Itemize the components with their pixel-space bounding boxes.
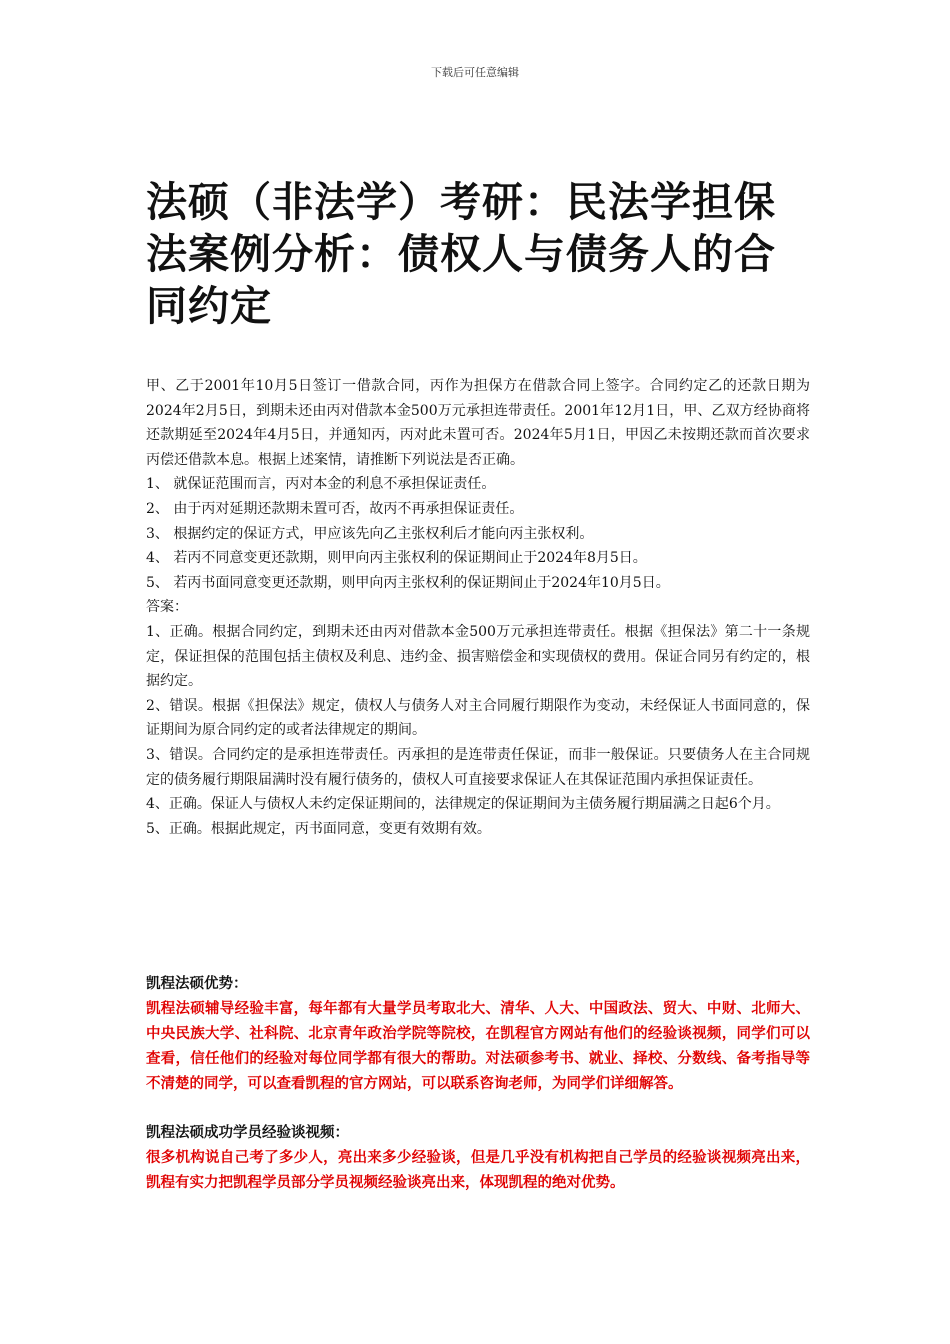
statement-4: 4、 若丙不同意变更还款期，则甲向丙主张权利的保证期间止于2024年8月5日。 [146, 550, 647, 567]
statement-2: 2、 由于丙对延期还款期未置可否，故丙不再承担保证责任。 [146, 500, 524, 517]
answer-2: 2、错误。根据《担保法》规定，债权人与债务人对主合同履行期限作为变动，未经保证人书面同意的，保证期间为原合同约定的或者法律规定的期间。 [146, 697, 810, 739]
answer-5: 5、正确。根据此规定，丙书面同意，变更有效期有效。 [146, 820, 491, 837]
page-header: 下载后可任意编辑 [431, 66, 519, 79]
advantage-text: 凯程法硕辅导经验丰富，每年都有大量学员考取北大、清华、人大、中国政法、贸大、中财、北师大、中央民族大学、社科院、北京青年政治学院等院校，在凯程官方网站有他们的经验谈视频，同学们可以查看，信任他们的经验对每位同学都有很大的帮助。对法硕参考书、就业、择校、分数线、备考指导等不清楚的同学，可以查看凯程的官方网站，可以联系咨询老师，为同学们详细解答。 [146, 1001, 810, 1092]
case-body [146, 374, 810, 841]
statement-1: 1、 就保证范围而言，丙对本金的利息不承担保证责任。 [146, 476, 496, 493]
answer-1: 1、正确。根据合同约定，到期未还由丙对借款本金500万元承担连带责任。根据《担保法》第二十一条规定，保证担保的范围包括主债权及利息、违约金、损害赔偿金和实现债权的费用。保证合同另有约定的，根据约定。 [146, 623, 810, 690]
section-gap [146, 1097, 810, 1121]
promo-section [146, 972, 810, 1196]
video-text: 很多机构说自己考了多少人，亮出来多少经验谈，但是几乎没有机构把自己学员的经验谈视频亮出来，凯程有实力把凯程学员部分学员视频经验谈亮出来，体现凯程的绝对优势。 [146, 1150, 810, 1191]
advantage-heading: 凯程法硕优势： [146, 976, 248, 992]
case-intro: 甲、乙于2001年10月5日签订一借款合同，丙作为担保方在借款合同上签字。合同约定乙的还款日期为2024年2月5日，到期未还由丙对借款本金500万元承担连带责任。2001年12月1日，甲、乙双方经协商将还款期延至2024年4月5日，并通知丙，丙对此未置可否。2024年5月1日，甲因乙未按期还款而首次要求丙偿还借款本息。根据上述案情，请推断下列说法是否正确。 [146, 378, 810, 468]
video-heading: 凯程法硕成功学员经验谈视频： [146, 1125, 349, 1141]
statement-3: 3、 根据约定的保证方式，甲应该先向乙主张权利后才能向丙主张权利。 [146, 525, 594, 542]
statement-5: 5、 若丙书面同意变更还款期，则甲向丙主张权利的保证期间止于2024年10月5日。 [146, 574, 670, 591]
answer-3: 3、错误。合同约定的是承担连带责任。丙承担的是连带责任保证，而非一般保证。只要债务人在主合同规定的债务履行期限届满时没有履行债务的，债权人可直接要求保证人在其保证范围内承担保证责任。 [146, 746, 810, 788]
answer-4: 4、正确。保证人与债权人未约定保证期间的，法律规定的保证期间为主债务履行期届满之日起6个月。 [146, 796, 780, 813]
answer-label: 答案： [146, 599, 188, 616]
document-title: 法硕（非法学）考研：民法学担保法案例分析：债权人与债务人的合同约定 [146, 178, 776, 330]
